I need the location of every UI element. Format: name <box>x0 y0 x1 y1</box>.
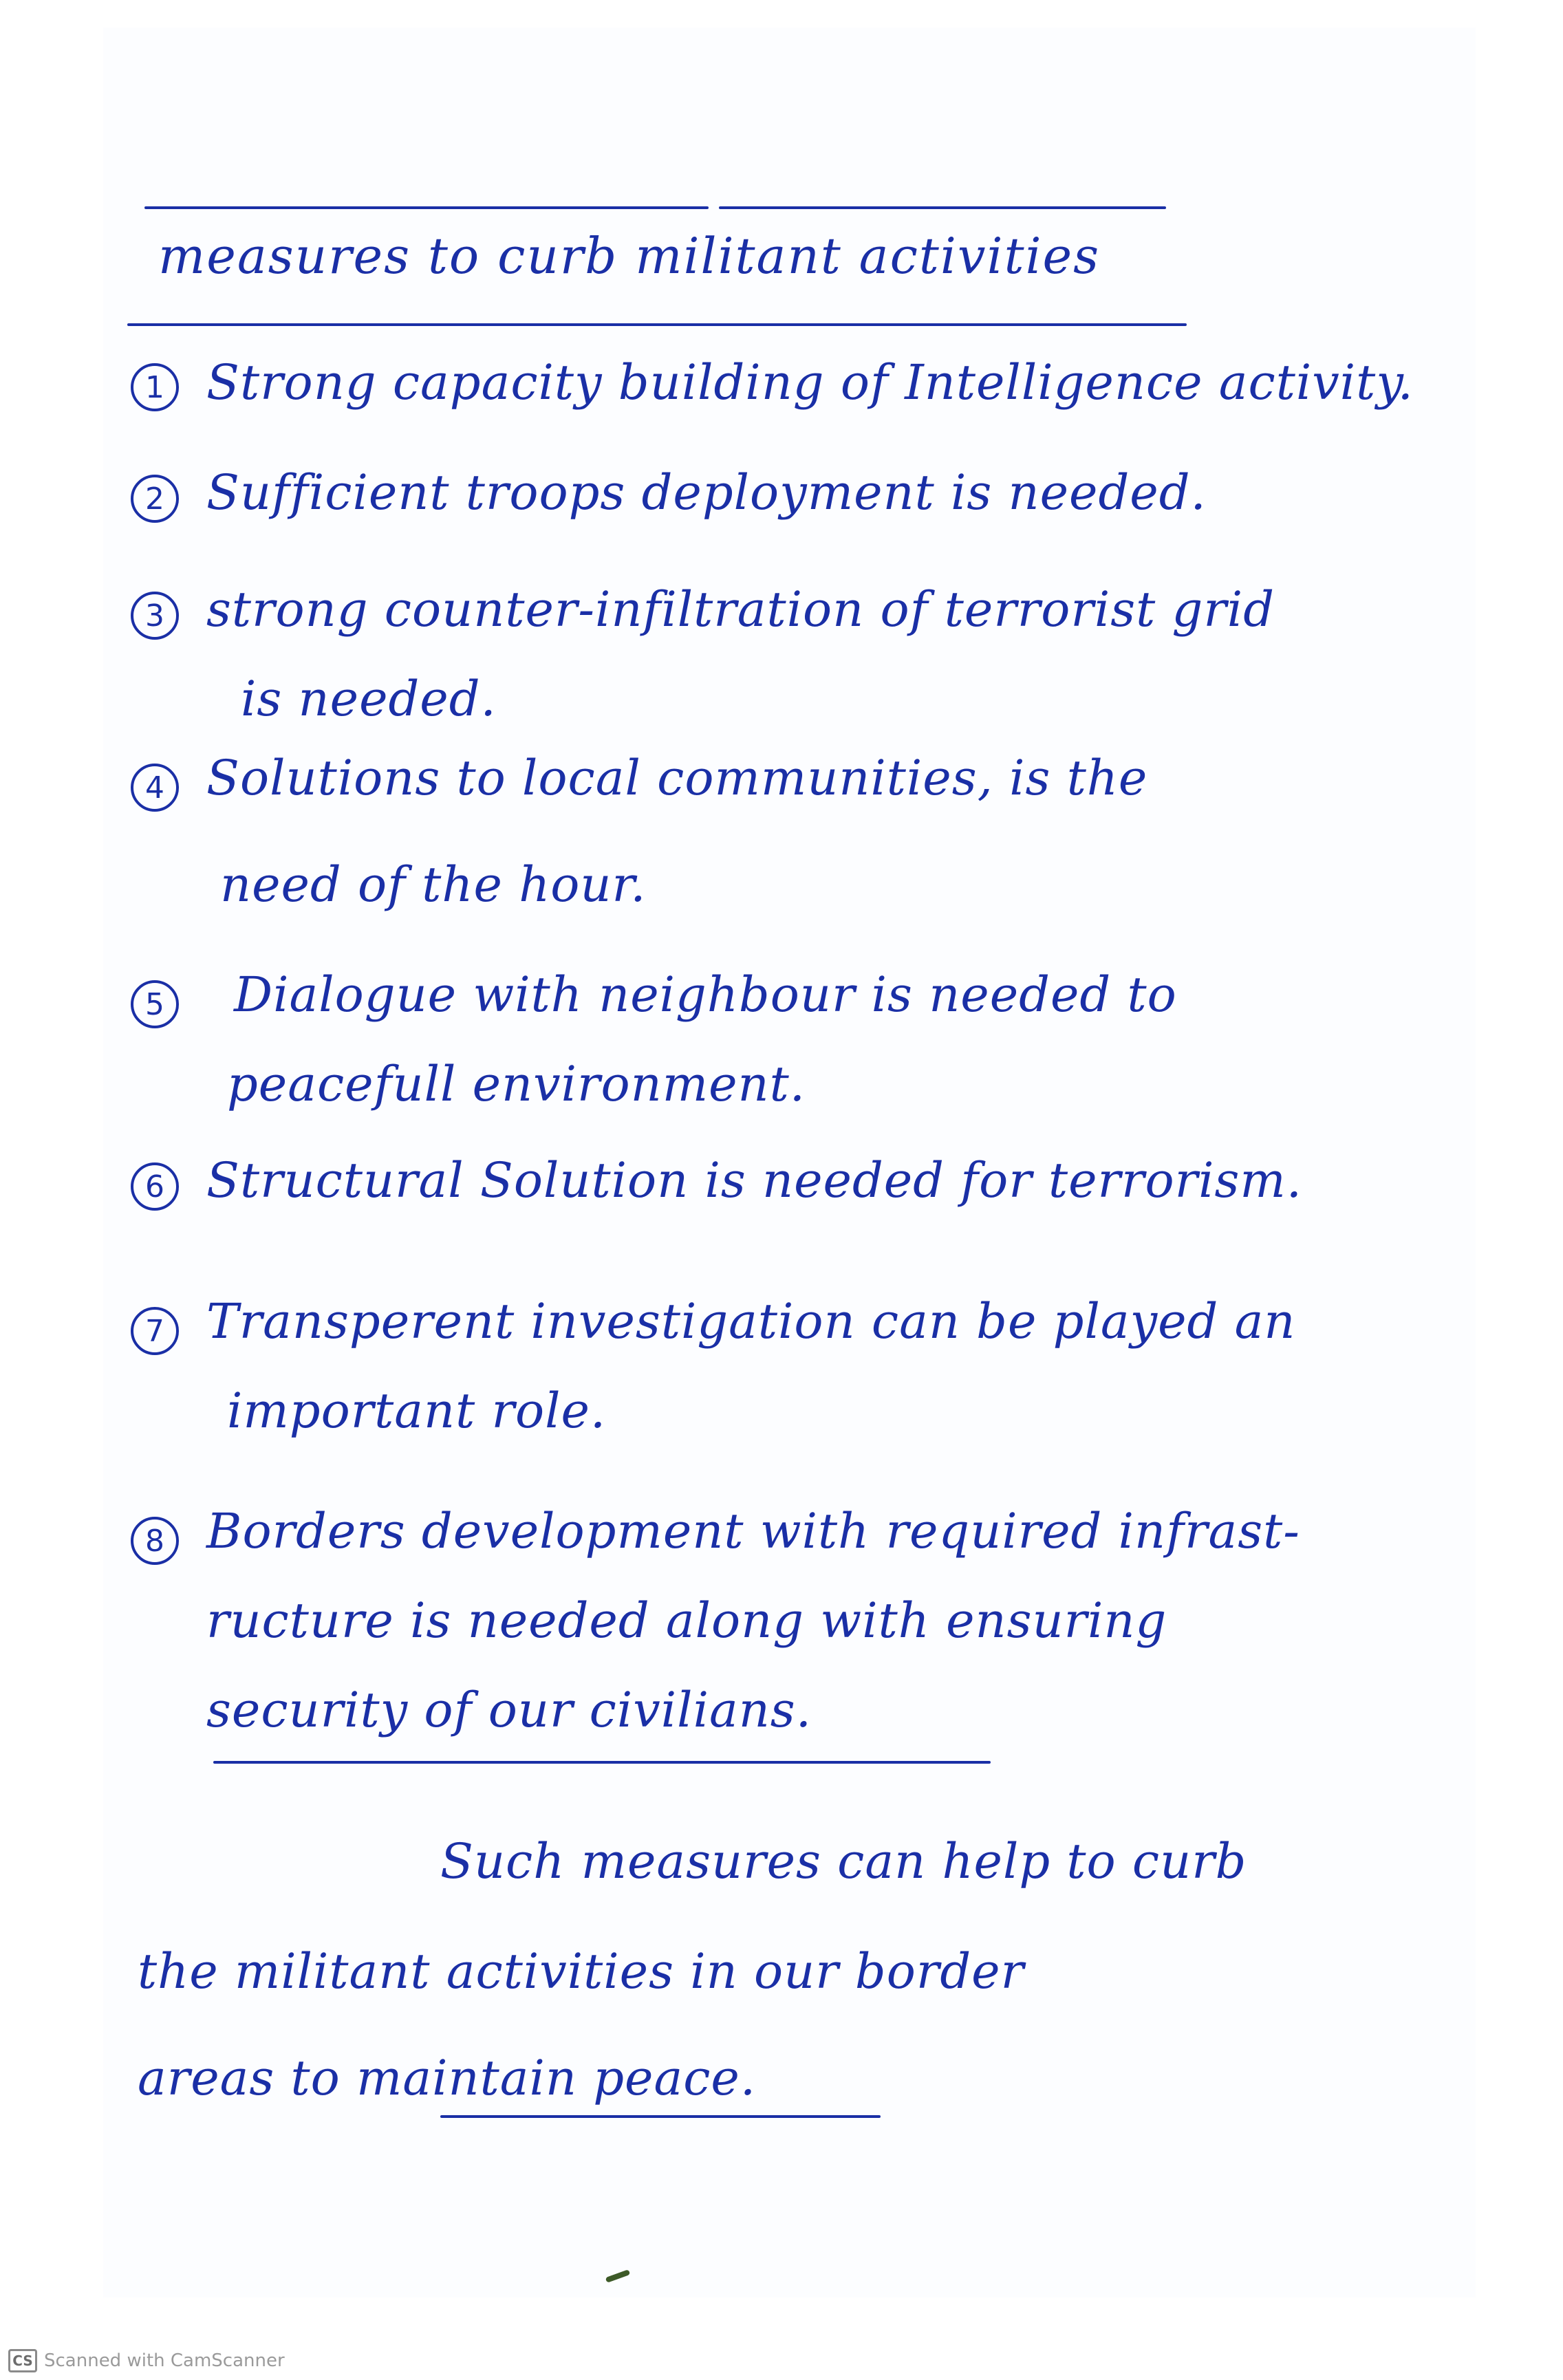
conclusion-underline <box>440 2115 881 2118</box>
title-top-rule-left <box>144 206 709 209</box>
point-8-line-3: security of our civilians. <box>206 1682 812 1738</box>
point-number-5: 5 <box>131 980 179 1028</box>
point-8-underline <box>213 1761 991 1764</box>
watermark-text: Scanned with CamScanner <box>44 2350 285 2371</box>
point-7-line-1: Transperent investigation can be played an <box>206 1293 1296 1350</box>
point-8-line-1: Borders development with required infrast- <box>206 1503 1300 1559</box>
point-number-7: 7 <box>131 1307 179 1355</box>
point-number-6: 6 <box>131 1162 179 1211</box>
title-bottom-rule <box>127 323 1187 326</box>
point-number-4: 4 <box>131 764 179 812</box>
point-7-line-2: important role. <box>227 1383 607 1439</box>
conclusion-line-3: areas to maintain peace. <box>138 2050 757 2106</box>
scanner-watermark <box>8 2349 285 2372</box>
point-2-line-1: Sufficient troops deployment is needed. <box>206 464 1207 521</box>
point-number-3: 3 <box>131 592 179 640</box>
point-number-8: 8 <box>131 1517 179 1565</box>
point-8-line-2: ructure is needed along with ensuring <box>206 1592 1167 1649</box>
point-6-line-1: Structural Solution is needed for terrorism. <box>206 1152 1303 1209</box>
point-4-line-1: Solutions to local communities, is the <box>206 750 1148 806</box>
conclusion-line-2: the militant activities in our border <box>138 1943 1025 2000</box>
point-number-2: 2 <box>131 475 179 523</box>
point-1-line-1: Strong capacity building of Intelligence activity. <box>206 354 1414 411</box>
conclusion-line-1: Such measures can help to curb <box>440 1833 1247 1890</box>
camscanner-logo-icon: CS <box>8 2349 37 2372</box>
point-3-line-2: is needed. <box>241 671 497 727</box>
page-title: measures to curb militant activities <box>158 227 1101 285</box>
point-number-1: 1 <box>131 363 179 411</box>
point-5-line-1: Dialogue with neighbour is needed to <box>234 966 1177 1023</box>
point-5-line-2: peacefull environment. <box>227 1056 806 1112</box>
point-4-line-2: need of the hour. <box>220 856 647 913</box>
title-top-rule-right <box>719 206 1166 209</box>
point-3-line-1: strong counter-infiltration of terrorist grid <box>206 581 1275 638</box>
